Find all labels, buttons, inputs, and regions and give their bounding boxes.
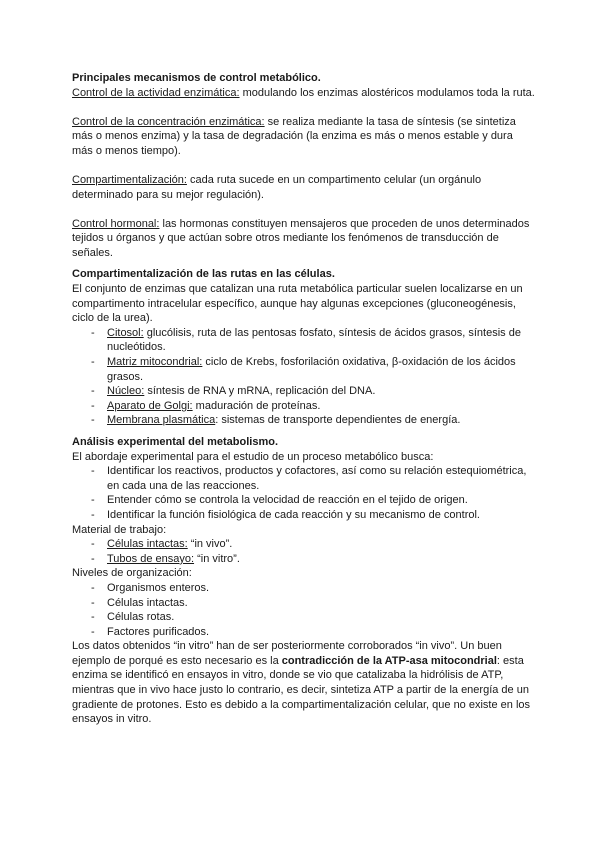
list-item: - Factores purificados.	[92, 625, 536, 640]
term-text: maduración de proteínas.	[192, 399, 321, 412]
list-item	[92, 355, 536, 384]
list-item	[92, 537, 536, 552]
list-item: - Entender cómo se controla la velocidad de reacción en el tejido de origen.	[92, 493, 536, 508]
paragraph-actividad	[72, 86, 536, 101]
section-title-analisis: Análisis experimental del metabolismo.	[72, 435, 279, 448]
term: Control hormonal:	[72, 217, 160, 230]
closing-text: Los datos obtenidos “in vitro” han de ser posteriormente corroborados “in vivo”. Un buen ejemplo de porqué es esto necesario es la	[72, 640, 502, 667]
paragraph-hormonal	[72, 217, 536, 261]
term: Citosol:	[107, 326, 144, 339]
term-text: “in vitro”.	[194, 552, 240, 565]
term-text: “in vivo”.	[187, 538, 233, 551]
levels-list	[72, 581, 536, 639]
compartment-list	[72, 326, 536, 428]
section-title-compartimentalizacion: Compartimentalización de las rutas en las células.	[72, 268, 335, 281]
closing-highlight: contradicción de la ATP-asa mitocondrial	[281, 654, 497, 667]
term: Núcleo:	[107, 385, 145, 398]
term: Matriz mitocondrial:	[107, 356, 203, 368]
list-item	[92, 384, 536, 399]
term: Membrana plasmática	[107, 414, 216, 427]
list-item	[92, 326, 536, 355]
term-text: síntesis de RNA y mRNA, replicación del DNA.	[144, 385, 376, 398]
list-item: - Organismos enteros.	[92, 581, 536, 596]
term-text: ciclo de Krebs, fosforilación oxidativa, β-oxidación de los ácidos grasos.	[107, 356, 516, 383]
list-item	[92, 552, 536, 567]
goals-list	[72, 464, 536, 522]
term: Tubos de ensayo:	[107, 552, 195, 565]
term-text: las hormonas constituyen mensajeros que proceden de unos determinados tejidos u órganos y que actúan sobre otros mediante los fenómenos de transducción de señales.	[72, 217, 530, 259]
term-text: se realiza mediante la tasa de síntesis (se sintetiza más o menos enzima) y la tasa de degradación (la enzima es más o menos estable y dura más o menos tiempo).	[72, 115, 516, 157]
term-text: cada ruta sucede en un compartimento celular (un orgánulo determinado para su mejor regulación).	[72, 173, 482, 201]
material-label: Material de trabajo:	[72, 523, 167, 536]
paragraph-concentracion	[72, 115, 536, 159]
materials-list	[72, 537, 536, 566]
list-item: - Identificar la función fisiológica de cada reacción y su mecanismo de control.	[92, 508, 536, 523]
term-text: modulando los enzimas alostéricos modulamos toda la ruta.	[239, 86, 535, 99]
paragraph-compartimentalizacion	[72, 173, 536, 202]
closing-paragraph	[72, 639, 536, 727]
closing-text: : esta enzima se identificó en ensayos in vitro, donde se vio que catalizaba la hidrólisis de ATP, mientras que in vivo hace justo lo contrario, es decir, sintetiza ATP a partir de la energía de un gradiente de protones. Esto es debido a la compartimentalización celular, que no existe en los ensayos in vitro.	[72, 654, 531, 726]
term-text: glucólisis, ruta de las pentosas fosfato, síntesis de ácidos grasos, síntesis de nucleótidos.	[107, 326, 521, 354]
list-item	[92, 399, 536, 414]
term: Aparato de Golgi:	[107, 399, 193, 412]
term-text: : sistemas de transporte dependientes de energía.	[215, 414, 461, 427]
section-title-control: Principales mecanismos de control metabólico.	[72, 72, 321, 84]
list-item	[92, 413, 536, 428]
paragraph-intro: El conjunto de enzimas que catalizan una ruta metabólica particular suelen localizarse en un compartimento intracelular específico, aunque hay algunas excepciones (gluconeogénesis, ciclo de la urea).	[72, 283, 523, 325]
term: Células intactas:	[107, 538, 188, 551]
paragraph-intro: El abordaje experimental para el estudio de un proceso metabólico busca:	[72, 450, 434, 463]
term: Compartimentalización:	[72, 173, 187, 186]
term: Control de la concentración enzimática:	[72, 115, 265, 128]
term: Control de la actividad enzimática:	[72, 86, 240, 99]
list-item: - Identificar los reactivos, productos y cofactores, así como su relación estequiométrica, en cada una de las reacciones.	[92, 464, 536, 493]
levels-label: Niveles de organización:	[72, 567, 192, 580]
list-item: - Células rotas.	[92, 610, 536, 625]
list-item: - Células intactas.	[92, 596, 536, 611]
